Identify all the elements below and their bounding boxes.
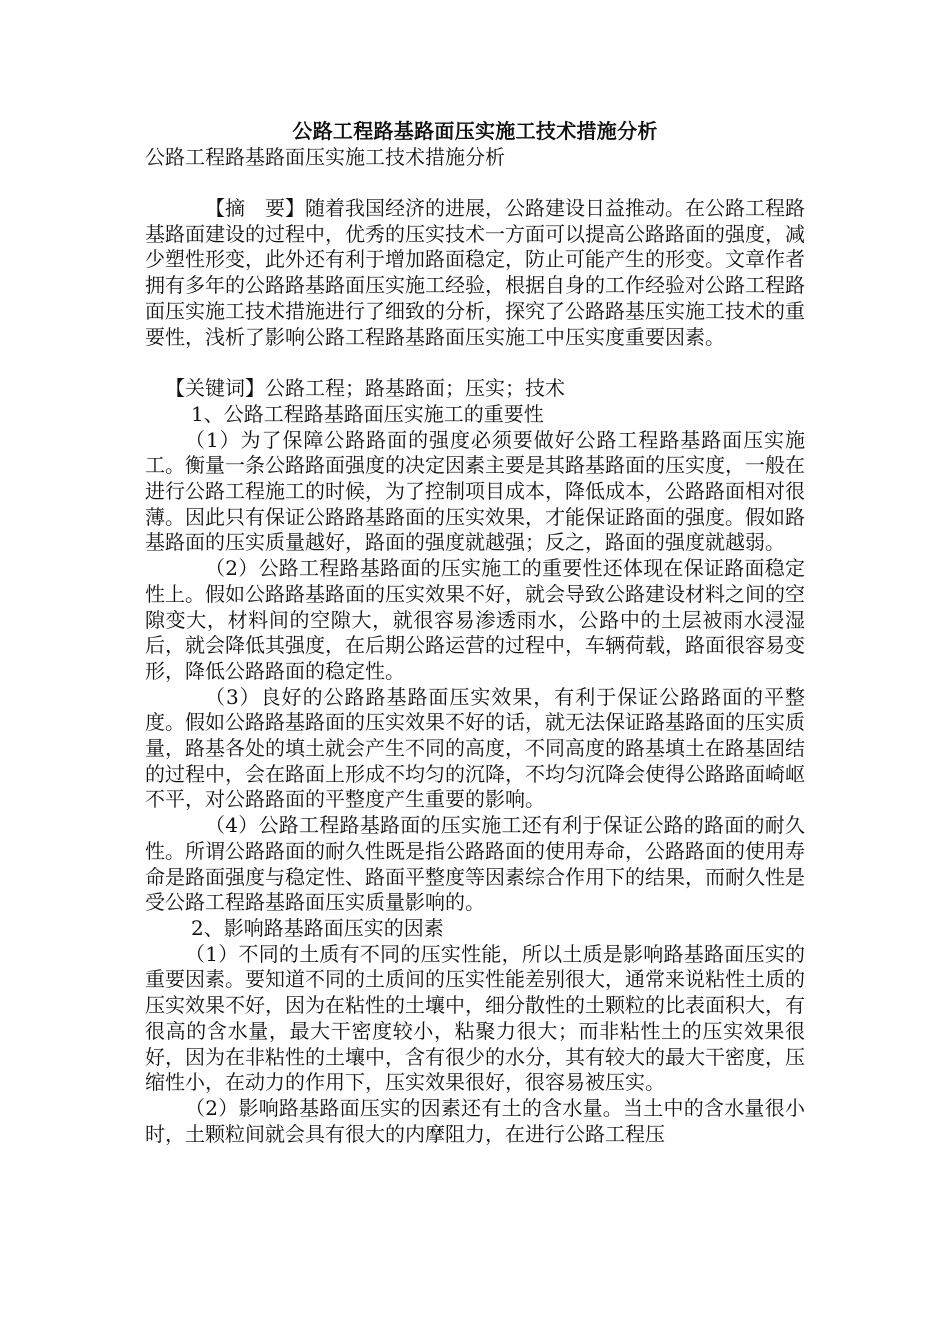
section-1-paragraph: （2）公路工程路基路面的压实施工的重要性还体现在保证路面稳定性上。假如公路路基路面的压实效果不好，就会导致公路建设材料之间的空隙变大，材料间的空隙大，就很容易渗透雨水，公路中的土层被雨水浸湿后，就会降低其强度，在后期公路运营的过程中，车辆荷载，路面很容易变形，降低公路路面的稳定性。	[145, 556, 805, 683]
section-1-paragraph: （1）为了保障公路路面的强度必须要做好公路工程路基路面压实施工。衡量一条公路路面强度的决定因素主要是其路基路面的压实度，一般在进行公路工程施工的时候，为了控制项目成本，降低成本，公路路面相对很薄。因此只有保证公路路基路面的压实效果，才能保证路面的强度。假如路基路面的压实质量越好，路面的强度就越强；反之，路面的强度就越弱。	[145, 427, 805, 555]
blank-line	[145, 170, 805, 196]
section-1-paragraph: （3）良好的公路路基路面压实效果，有利于保证公路路面的平整度。假如公路路基路面的压实效果不好的话，就无法保证路基路面的压实质量，路基各处的填土就会产生不同的高度，不同高度的路基填土在路基固结的过程中，会在路面上形成不均匀的沉降，不均匀沉降会使得公路路面崎岖不平，对公路路面的平整度产生重要的影响。	[145, 684, 805, 812]
document-subtitle: 公路工程路基路面压实施工技术措施分析	[145, 145, 505, 169]
keywords-line: 【关键词】公路工程；路基路面；压实；技术	[165, 376, 565, 401]
section-2-heading: 2、影响路基路面压实的因素	[191, 915, 444, 940]
section-2-paragraph: （1）不同的土质有不同的压实性能，所以土质是影响路基路面压实的重要因素。要知道不同的土质间的压实性能差别很大，通常来说粘性土质的压实效果不好，因为在粘性的土壤中，细分散性的土颗粒的比表面积大，有很高的含水量，最大干密度较小，粘聚力很大；而非粘性土的压实效果很好，因为在非粘性的土壤中，含有很少的水分，其有较大的最大干密度，压缩性小，在动力的作用下，压实效果很好，很容易被压实。	[145, 941, 805, 1095]
section-1-heading: 1、公路工程路基路面压实施工的重要性	[191, 401, 544, 426]
document-page	[145, 118, 805, 1147]
section-1-paragraph: （4）公路工程路基路面的压实施工还有利于保证公路的路面的耐久性。所谓公路路面的耐久性既是指公路路面的使用寿命，公路路面的使用寿命是路面强度与稳定性、路面平整度等因素综合作用下的结果，而耐久性是受公路工程路基路面压实质量影响的。	[145, 813, 805, 915]
document-title: 公路工程路基路面压实施工技术措施分析	[292, 119, 658, 143]
abstract-paragraph: 【摘 要】随着我国经济的进展，公路建设日益推动。在公路工程路基路面建设的过程中，优秀的压实技术一方面可以提高公路路面的强度，减少塑性形变，此外还有利于增加路面稳定，防止可能产生的形变。文章作者拥有多年的公路路基路面压实施工经验，根据自身的工作经验对公路工程路面压实施工技术措施进行了细致的分析，探究了公路路基压实施工技术的重要性，浅析了影响公路工程路基路面压实施工中压实度重要因素。	[145, 196, 805, 349]
blank-line	[145, 350, 805, 376]
section-2-paragraph: （2）影响路基路面压实的因素还有土的含水量。当土中的含水量很小时，土颗粒间就会具有很大的内摩阻力，在进行公路工程压	[145, 1095, 805, 1146]
